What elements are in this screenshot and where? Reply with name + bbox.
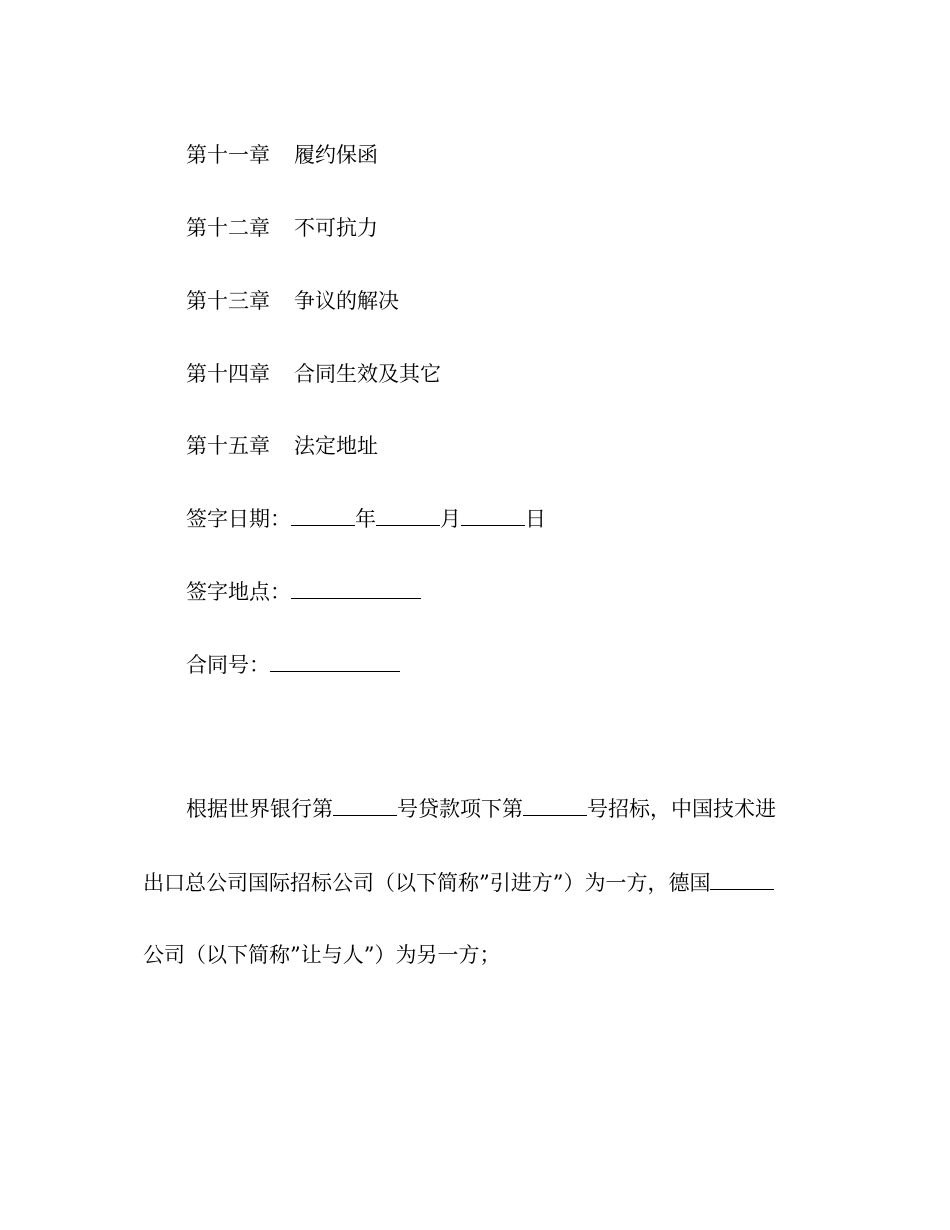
chapter-title: 合同生效及其它 <box>294 362 441 386</box>
contract-number-blank[interactable] <box>270 653 400 672</box>
chapter-title: 履约保函 <box>294 143 378 167</box>
chapter-13-line <box>186 288 399 314</box>
paragraph-text: 号贷款项下第 <box>397 797 523 821</box>
chapter-15-line <box>186 433 378 459</box>
chapter-title: 法定地址 <box>294 434 378 458</box>
german-company-blank[interactable] <box>710 871 774 890</box>
loan-number-blank[interactable] <box>333 797 397 816</box>
day-label: 日 <box>525 507 546 531</box>
paragraph-line-3 <box>143 942 500 968</box>
signing-date-label: 签字日期： <box>186 507 291 531</box>
contract-number-label: 合同号： <box>186 653 270 677</box>
paragraph-text: 根据世界银行第 <box>186 797 333 821</box>
chapter-11-line <box>186 142 378 168</box>
paragraph-text: 号招标，中国技术进 <box>587 797 776 821</box>
year-blank[interactable] <box>291 507 355 526</box>
year-label: 年 <box>355 507 376 531</box>
chapter-number: 第十四章 <box>186 362 270 386</box>
chapter-title: 不可抗力 <box>294 216 378 240</box>
paragraph-text: 公司（以下简称”让与人”）为另一方； <box>143 943 501 967</box>
paragraph-line-2 <box>143 870 774 896</box>
month-blank[interactable] <box>376 507 440 526</box>
chapter-number: 第十三章 <box>186 289 270 313</box>
chapter-12-line <box>186 215 378 241</box>
tender-number-blank[interactable] <box>523 797 587 816</box>
signing-place-label: 签字地点： <box>186 580 291 604</box>
paragraph-text: 出口总公司国际招标公司（以下简称”引进方”）为一方，德国 <box>143 871 711 895</box>
contract-number-line <box>186 652 400 678</box>
month-label: 月 <box>440 507 461 531</box>
paragraph-line-1 <box>186 796 776 822</box>
chapter-number: 第十五章 <box>186 434 270 458</box>
signing-place-blank[interactable] <box>291 580 421 599</box>
signing-date-line <box>186 506 546 532</box>
chapter-14-line <box>186 361 441 387</box>
day-blank[interactable] <box>461 507 525 526</box>
signing-place-line <box>186 579 421 605</box>
chapter-number: 第十一章 <box>186 143 270 167</box>
chapter-title: 争议的解决 <box>294 289 399 313</box>
chapter-number: 第十二章 <box>186 216 270 240</box>
